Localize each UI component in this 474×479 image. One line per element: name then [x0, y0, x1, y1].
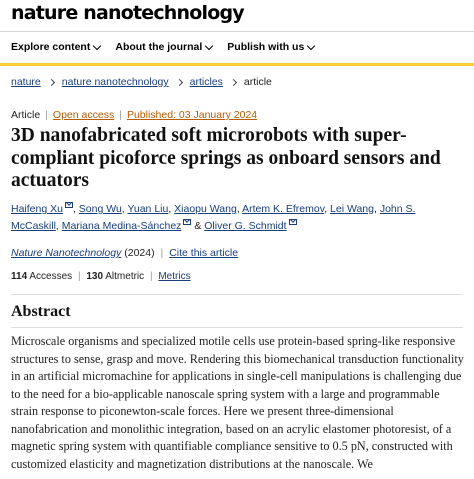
main-nav: [11, 39, 314, 55]
author-link[interactable]: John S. McCaskill: [11, 203, 416, 232]
section-divider: [11, 294, 463, 295]
author-link[interactable]: Mariana Medina-Sánchez: [61, 220, 182, 232]
article-metrics: [11, 271, 191, 282]
author-link[interactable]: Xiaopu Wang: [174, 203, 237, 215]
breadcrumb-current: article: [243, 76, 272, 88]
article-meta: [11, 109, 257, 121]
nav-label: Publish with us: [227, 41, 305, 53]
journal-logo[interactable]: nature nanotechnology: [11, 2, 244, 24]
breadcrumb: [11, 76, 272, 88]
breadcrumb-nature[interactable]: nature: [11, 76, 41, 88]
meta-divider: |: [77, 271, 81, 282]
meta-divider: |: [119, 109, 122, 121]
altmetric-label: Altmetric: [105, 271, 145, 282]
abstract-heading: Abstract: [11, 303, 71, 320]
article-type: Article: [11, 109, 41, 121]
author-link[interactable]: Yuan Liu: [127, 203, 169, 215]
author-list: Haifeng Xu , Song Wu, Yuan Liu, Xiaopu Wang, Artem K. Efremov, Lei Wang, John S. McCaskill, Mariana Medina-Sánchez & Oliver G. Schmidt: [11, 203, 416, 232]
nav-explore-content[interactable]: [11, 39, 100, 55]
chevron-right-icon: [48, 78, 55, 85]
author-link[interactable]: Haifeng Xu: [11, 203, 63, 215]
citation-line: [11, 247, 238, 259]
abstract-text: Microscale organisms and specialized motile cells use protein-based spring-like responsive structures to sense, grasp and move. Rendering this biomechanical transduction functionality in an artificial micromachine for applications in single-cell manipulations is challenging due to the need for a bio-applicable nanoscale spring system with a large and programmable strain response to piconewton-scale forces. Here we present three-dimensional nanofabrication and monolithic integration, based on an acrylic elastomer photoresist, of a magnetic spring system with quantifiable compliance sensitive to 0.5 pN, constructed with customized elasticity and magnetization distributions at the nanoscale. We: [11, 334, 464, 471]
article-title: 3D nanofabricated soft microrobots with super-compliant picoforce springs as onboard sensors and actuators: [11, 125, 441, 191]
chevron-down-icon: [307, 41, 315, 49]
cite-article-link[interactable]: Cite this article: [169, 247, 239, 259]
chevron-down-icon: [93, 41, 101, 49]
nav-publish-with-us[interactable]: [227, 39, 314, 55]
author-link[interactable]: Lei Wang: [330, 203, 374, 215]
published-date[interactable]: Published: 03 January 2024: [126, 109, 258, 121]
author-link[interactable]: Song Wu: [78, 203, 122, 215]
breadcrumb-articles[interactable]: articles: [189, 76, 223, 88]
nav-label: Explore content: [11, 41, 91, 53]
journal-link[interactable]: Nature Nanotechnology: [11, 247, 122, 259]
envelope-icon[interactable]: [183, 219, 191, 225]
header-divider: [0, 31, 474, 32]
chevron-right-icon: [230, 78, 237, 85]
author-link[interactable]: Oliver G. Schmidt: [204, 220, 287, 232]
meta-divider: |: [160, 247, 164, 259]
nav-about-journal[interactable]: [115, 39, 212, 55]
chevron-down-icon: [205, 41, 213, 49]
envelope-icon[interactable]: [289, 219, 297, 225]
nav-label: About the journal: [115, 41, 203, 53]
open-access-link[interactable]: Open access: [52, 109, 115, 121]
section-divider: [11, 327, 463, 328]
citation-year: (2024): [124, 247, 155, 259]
chevron-right-icon: [176, 78, 183, 85]
metrics-link[interactable]: Metrics: [158, 271, 191, 282]
nav-accent-bar: [0, 63, 474, 66]
altmetric-count: 130: [86, 271, 104, 282]
accesses-count: 114: [11, 271, 28, 282]
author-link[interactable]: Artem K. Efremov: [242, 203, 325, 215]
breadcrumb-journal[interactable]: nature nanotechnology: [61, 76, 169, 88]
accesses-label: Accesses: [29, 271, 73, 282]
meta-divider: |: [149, 271, 153, 282]
meta-divider: |: [45, 109, 48, 121]
envelope-icon[interactable]: [65, 202, 73, 208]
